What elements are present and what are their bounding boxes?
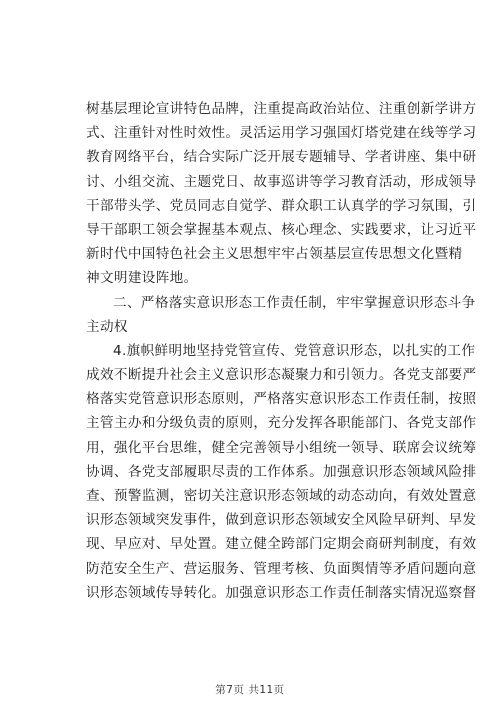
text-line: 树基层理论宣讲特色品牌，注重提高政治站位、注重创新学讲方 [86,101,477,117]
text-line: 导干部职工领会掌握基本观点、核心理念、实践要求，让习近平 [86,221,477,238]
text-line: 格落实党管意识形态原则，严格落实意识形态工作责任制，按照 [86,391,477,408]
text-line: 用，强化平台思维，健全完善领导小组统一领导、联席会议统筹 [86,439,477,456]
text-line: 现、早应对、早处置。建立健全跨部门定期会商研判制度，有效 [86,536,477,553]
text-line: 识形态领域传导转化。加强意识形态工作责任制落实情况巡察督 [86,584,477,601]
text-line: 二、严格落实意识形态工作责任制，牢牢掌握意识形态斗争 [113,294,476,311]
text-line: 识形态领域突发事件，做到意识形态领域安全风险早研判、早发 [86,512,477,529]
text-line: 教育网络平台，结合实际广泛开展专题辅导、学者讲座、集中研 [86,149,477,166]
text-line: 主管主办和分级负责的原则，充分发挥各职能部门、各党支部作 [86,415,477,432]
text-line: 成效不断提升社会主义意识形态凝聚力和引领力。各党支部要严 [86,367,477,384]
text-line: 查、预警监测，密切关注意识形态领域的动态动向，有效处置意 [86,488,477,504]
page-footer: 第7页 共11页 [215,684,285,696]
text-line: 式、注重针对性时效性。灵活运用学习强国灯塔党建在线等学习 [86,125,477,142]
text-line: 新时代中国特色社会主义思想牢牢占领基层宣传思想文化暨精 [86,246,463,263]
text-line: 主动权 [86,318,128,335]
text-line: 防范安全生产、营运服务、管理考核、负面舆情等矛盾问题向意 [86,560,477,577]
text-line: 4.旗帜鲜明地坚持党管宣传、党管意识形态，以扎实的工作 [113,342,476,359]
body-text [86,97,477,605]
text-line: 协调、各党支部履职尽责的工作体系。加强意识形态领域风险排 [86,463,477,480]
text-line: 干部带头学、党员同志自觉学、群众职工认真学的学习氛围，引 [86,197,477,214]
text-line: 讨、小组交流、主题党日、故事巡讲等学习教育活动，形成领导 [86,173,477,190]
text-line: 神文明建设阵地。 [86,270,198,287]
